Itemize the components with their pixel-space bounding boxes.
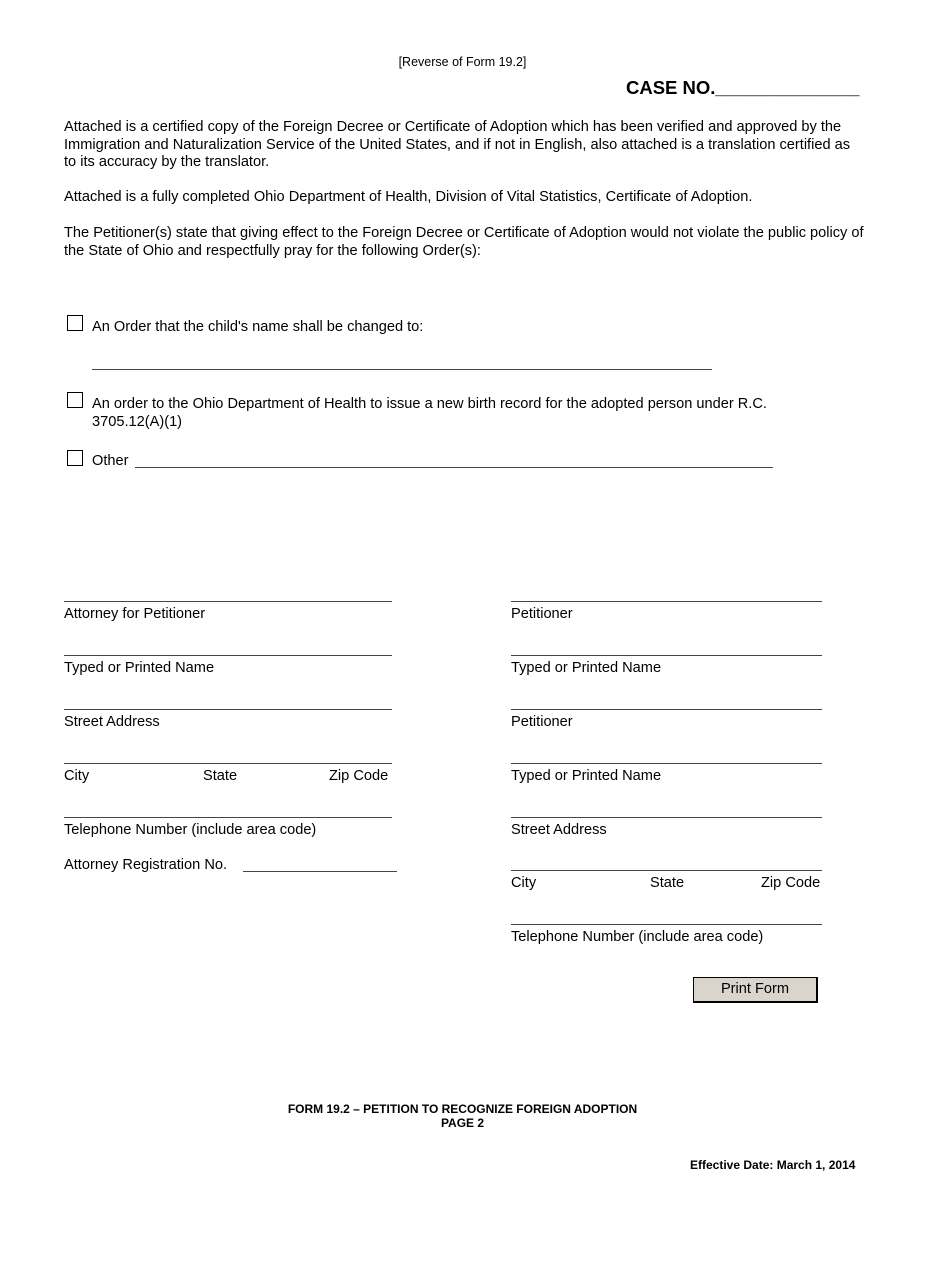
- attorney-typed-name-label: Typed or Printed Name: [64, 660, 215, 676]
- attorney-telephone-label: Telephone Number (include area code): [64, 822, 317, 838]
- new-name-input-line[interactable]: [92, 369, 712, 370]
- reverse-of-form-note: [Reverse of Form 19.2]: [398, 55, 527, 69]
- print-form-button[interactable]: Print Form: [693, 977, 818, 1003]
- petitioner-2-signature-line[interactable]: [511, 709, 822, 710]
- other-order-label: Other: [92, 453, 129, 469]
- petitioner-zip-label: Zip Code: [761, 875, 821, 891]
- attorney-telephone-line[interactable]: [64, 817, 392, 818]
- other-order-checkbox[interactable]: [67, 450, 83, 466]
- paragraph-foreign-decree: Attached is a certified copy of the Foreign Decree or Certificate of Adoption which has been verified and approved by the Immigration and Naturalization Service of the United States, and if not in English, also attached is a translation certified as to its accuracy by the translator.: [64, 119, 851, 170]
- paragraph-certificate-of-adoption: Attached is a fully completed Ohio Department of Health, Division of Vital Statistics, Certificate of Adoption.: [64, 189, 753, 205]
- petitioner-2-label: Petitioner: [511, 714, 573, 730]
- attorney-zip-label: Zip Code: [329, 768, 389, 784]
- effective-date: Effective Date: March 1, 2014: [690, 1158, 856, 1172]
- attorney-street-line[interactable]: [64, 709, 392, 710]
- birth-record-checkbox[interactable]: [67, 392, 83, 408]
- petitioner-1-signature-line[interactable]: [511, 601, 822, 602]
- attorney-signature-line[interactable]: [64, 601, 392, 602]
- petitioner-1-name-line[interactable]: [511, 655, 822, 656]
- page-number-footer: PAGE 2: [440, 1116, 485, 1130]
- attorney-state-label: State: [203, 768, 238, 784]
- other-order-input-line[interactable]: [135, 467, 773, 468]
- attorney-city-state-zip-line[interactable]: [64, 763, 392, 764]
- petitioner-state-label: State: [650, 875, 685, 891]
- name-change-order-label: An Order that the child's name shall be changed to:: [92, 319, 424, 335]
- petitioner-city-label: City: [511, 875, 537, 891]
- form-title-footer: FORM 19.2 – PETITION TO RECOGNIZE FOREIGN ADOPTION: [287, 1102, 638, 1116]
- paragraph-petitioner-statement: The Petitioner(s) state that giving effect to the Foreign Decree or Certificate of Adoption would not violate the public policy of the State of Ohio and respectfully pray for the following Order(s):: [64, 225, 864, 259]
- attorney-name-line[interactable]: [64, 655, 392, 656]
- petitioner-street-address-label: Street Address: [511, 822, 607, 838]
- birth-record-order-label: An order to the Ohio Department of Health to issue a new birth record for the adopted person under R.C. 3705.12(A)(1): [92, 396, 767, 430]
- petitioner-2-name-line[interactable]: [511, 763, 822, 764]
- petitioner-1-label: Petitioner: [511, 606, 573, 622]
- attorney-street-address-label: Street Address: [64, 714, 160, 730]
- petitioner-street-line[interactable]: [511, 817, 822, 818]
- attorney-for-petitioner-label: Attorney for Petitioner: [64, 606, 206, 622]
- petitioner-telephone-line[interactable]: [511, 924, 822, 925]
- petitioner-city-state-zip-line[interactable]: [511, 870, 822, 871]
- attorney-registration-line[interactable]: [243, 871, 397, 872]
- name-change-checkbox[interactable]: [67, 315, 83, 331]
- case-number-field[interactable]: CASE NO.______________: [626, 77, 860, 98]
- petitioner-telephone-label: Telephone Number (include area code): [511, 929, 764, 945]
- petitioner-2-typed-name-label: Typed or Printed Name: [511, 768, 662, 784]
- attorney-registration-label: Attorney Registration No.: [64, 857, 228, 873]
- petitioner-1-typed-name-label: Typed or Printed Name: [511, 660, 662, 676]
- attorney-city-label: City: [64, 768, 90, 784]
